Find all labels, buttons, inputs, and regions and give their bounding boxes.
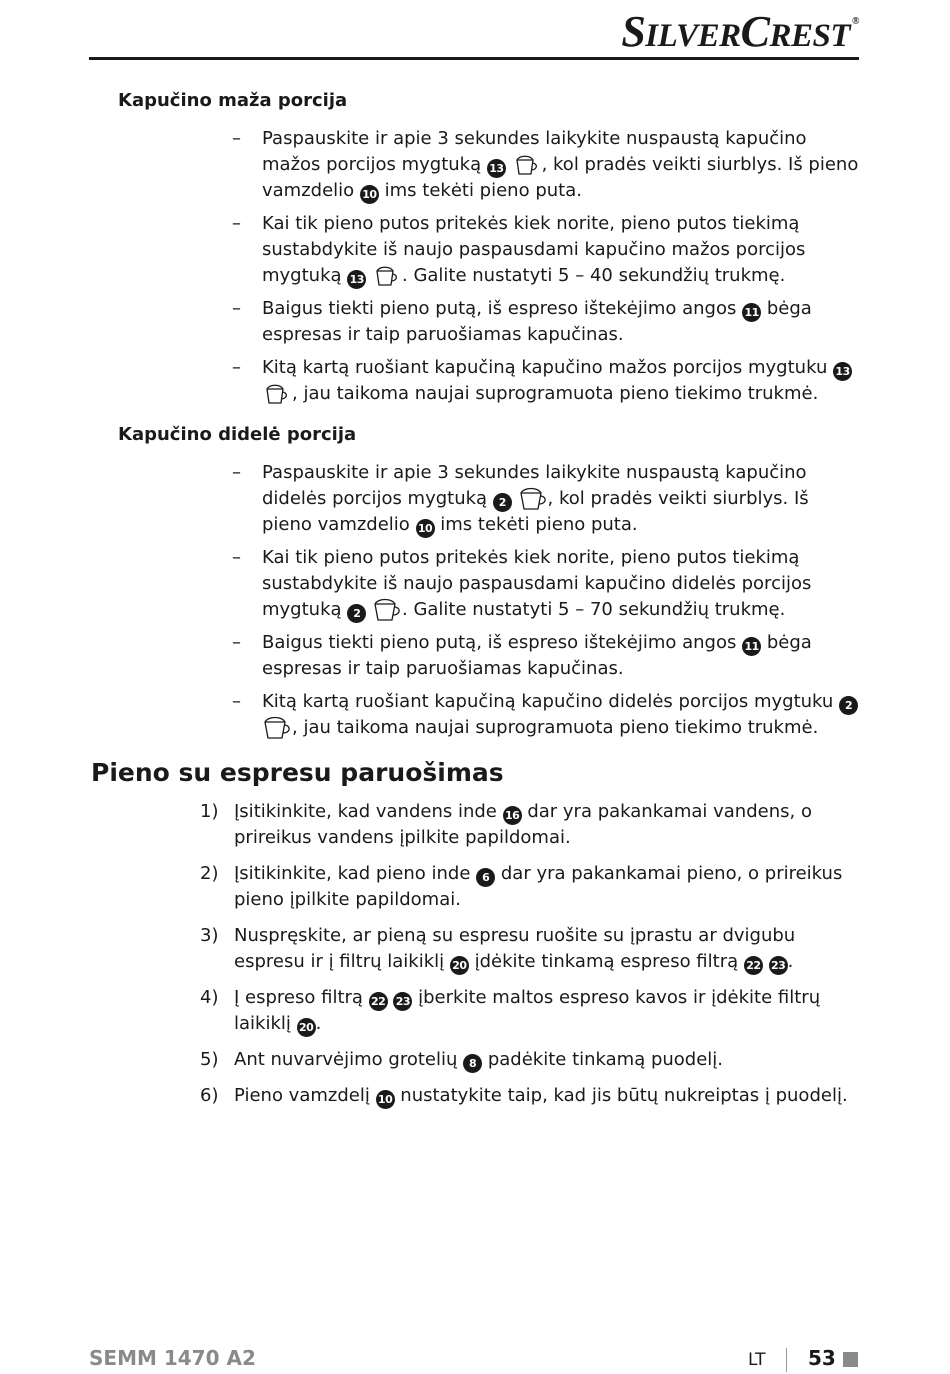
small-portion-instructions xyxy=(232,126,862,414)
text-run: Kai tik pieno putos pritekės kiek norite, pieno putos tiekimą sustabdykite iš naujo paspausdami kapučino mažos porcijos mygtuką xyxy=(262,213,806,286)
small-cup-icon xyxy=(262,381,292,405)
part-number-badge: 22 xyxy=(369,992,388,1011)
text-run: ims tekėti pieno puta. xyxy=(378,180,582,201)
step-number: 1) xyxy=(200,801,219,822)
part-number-badge: 11 xyxy=(742,303,761,322)
step-number: 6) xyxy=(200,1085,219,1106)
step-number: 2) xyxy=(200,863,219,884)
dash-bullet: – xyxy=(232,547,241,568)
large-cup-icon xyxy=(262,715,292,739)
step-item xyxy=(200,1083,865,1109)
text-run: Paspauskite ir apie 3 sekundes laikykite nuspaustą kapučino mažos porcijos mygtuką xyxy=(262,128,807,175)
step-item xyxy=(200,861,865,913)
part-number-badge: 6 xyxy=(476,868,495,887)
text-run: įdėkite tinkamą espreso filtrą xyxy=(468,951,744,972)
text-run: Baigus tiekti pieno putą, iš espreso ištekėjimo angos xyxy=(262,298,743,319)
text-run xyxy=(763,951,769,972)
instruction-item xyxy=(232,296,862,348)
small-cup-icon xyxy=(512,152,542,176)
part-number-badge: 23 xyxy=(393,992,412,1011)
large-portion-instructions xyxy=(232,460,862,748)
header-rule xyxy=(89,57,859,60)
dash-bullet: – xyxy=(232,632,241,653)
part-number-badge: 2 xyxy=(347,604,366,623)
large-cup-icon xyxy=(518,486,548,510)
step-item xyxy=(200,1047,865,1073)
text-run: Kai tik pieno putos pritekės kiek norite, pieno putos tiekimą sustabdykite iš naujo paspausdami kapučino didelės porcijos mygtuką xyxy=(262,547,812,620)
text-run: bėga espresas ir taip paruošiamas kapučinas. xyxy=(262,298,812,345)
text-run: Paspauskite ir apie 3 sekundes laikykite nuspaustą kapučino didelės porcijos mygtuką xyxy=(262,462,807,509)
small-cup-icon xyxy=(372,263,402,287)
silvercrest-logo: SILVERCREST ® xyxy=(621,7,859,56)
section-heading-large-portion: Kapučino didelė porcija xyxy=(118,424,357,445)
instruction-item xyxy=(232,355,862,407)
text-run: . xyxy=(315,1013,322,1034)
part-number-badge: 23 xyxy=(769,956,788,975)
part-number-badge: 13 xyxy=(347,270,366,289)
instruction-item xyxy=(232,211,862,289)
part-number-badge: 16 xyxy=(503,806,522,825)
step-number: 5) xyxy=(200,1049,219,1070)
step-item xyxy=(200,923,865,975)
text-run: . Galite nustatyti 5 – 40 sekundžių trukmę. xyxy=(402,265,786,286)
text-run: , jau taikoma naujai suprogramuota pieno tiekimo trukmė. xyxy=(292,383,819,404)
page-number: 53 xyxy=(808,1346,836,1370)
footer-language: LT xyxy=(748,1350,766,1370)
part-number-badge: 13 xyxy=(833,362,852,381)
text-run: Kitą kartą ruošiant kapučiną kapučino didelės porcijos mygtuku xyxy=(262,691,840,712)
text-run: Į espreso filtrą xyxy=(234,987,369,1008)
step-number: 3) xyxy=(200,925,219,946)
text-run: Kitą kartą ruošiant kapučiną kapučino mažos porcijos mygtuku xyxy=(262,357,834,378)
section-heading-small-portion: Kapučino maža porcija xyxy=(118,90,348,111)
part-number-badge: 13 xyxy=(487,159,506,178)
text-run: , kol pradės veikti siurblys. Iš pieno vamzdelio xyxy=(262,488,809,535)
text-run: , kol pradės veikti siurblys. Iš pieno vamzdelio xyxy=(262,154,859,201)
text-run: bėga espresas ir taip paruošiamas kapučinas. xyxy=(262,632,812,679)
dash-bullet: – xyxy=(232,357,241,378)
text-run: . Galite nustatyti 5 – 70 sekundžių trukmę. xyxy=(402,599,786,620)
part-number-badge: 8 xyxy=(463,1054,482,1073)
part-number-badge: 10 xyxy=(376,1090,395,1109)
footer-square-mark xyxy=(843,1352,858,1367)
text-run: dar yra pakankamai pieno, o prireikus pieno įpilkite papildomai. xyxy=(234,863,843,910)
instruction-item xyxy=(232,126,862,204)
section-heading-milk-espresso: Pieno su espresu paruošimas xyxy=(91,758,504,787)
text-run: Ant nuvarvėjimo grotelių xyxy=(234,1049,464,1070)
dash-bullet: – xyxy=(232,213,241,234)
instruction-item xyxy=(232,460,862,538)
instruction-item xyxy=(232,689,862,741)
footer-model: SEMM 1470 A2 xyxy=(89,1346,256,1370)
text-run: Įsitikinkite, kad vandens inde xyxy=(234,801,503,822)
large-cup-icon xyxy=(372,597,402,621)
dash-bullet: – xyxy=(232,298,241,319)
part-number-badge: 2 xyxy=(493,493,512,512)
text-run: Nuspręskite, ar pieną su espresu ruošite su įprastu ar dvigubu espresu ir į filtrų laikiklį xyxy=(234,925,796,972)
text-run: , jau taikoma naujai suprogramuota pieno tiekimo trukmė. xyxy=(292,717,819,738)
text-run: Pieno vamzdelį xyxy=(234,1085,376,1106)
text-run: dar yra pakankamai vandens, o prireikus vandens įpilkite papildomai. xyxy=(234,801,812,848)
milk-espresso-steps xyxy=(200,799,865,1119)
instruction-item xyxy=(232,545,862,623)
step-item xyxy=(200,799,865,851)
text-run: Įsitikinkite, kad pieno inde xyxy=(234,863,477,884)
instruction-item xyxy=(232,630,862,682)
step-item xyxy=(200,985,865,1037)
part-number-badge: 10 xyxy=(416,519,435,538)
part-number-badge: 20 xyxy=(450,956,469,975)
dash-bullet: – xyxy=(232,691,241,712)
part-number-badge: 22 xyxy=(744,956,763,975)
part-number-badge: 2 xyxy=(839,696,858,715)
dash-bullet: – xyxy=(232,462,241,483)
text-run: įberkite maltos espreso kavos ir įdėkite filtrų laikiklį xyxy=(234,987,821,1034)
text-run: Baigus tiekti pieno putą, iš espreso ištekėjimo angos xyxy=(262,632,743,653)
footer-separator xyxy=(786,1348,787,1372)
text-run: ims tekėti pieno puta. xyxy=(434,514,638,535)
text-run: nustatykite taip, kad jis būtų nukreiptas į puodelį. xyxy=(394,1085,848,1106)
dash-bullet: – xyxy=(232,128,241,149)
part-number-badge: 11 xyxy=(742,637,761,656)
part-number-badge: 10 xyxy=(360,185,379,204)
text-run: . xyxy=(787,951,794,972)
text-run: padėkite tinkamą puodelį. xyxy=(482,1049,724,1070)
part-number-badge: 20 xyxy=(297,1018,316,1037)
step-number: 4) xyxy=(200,987,219,1008)
